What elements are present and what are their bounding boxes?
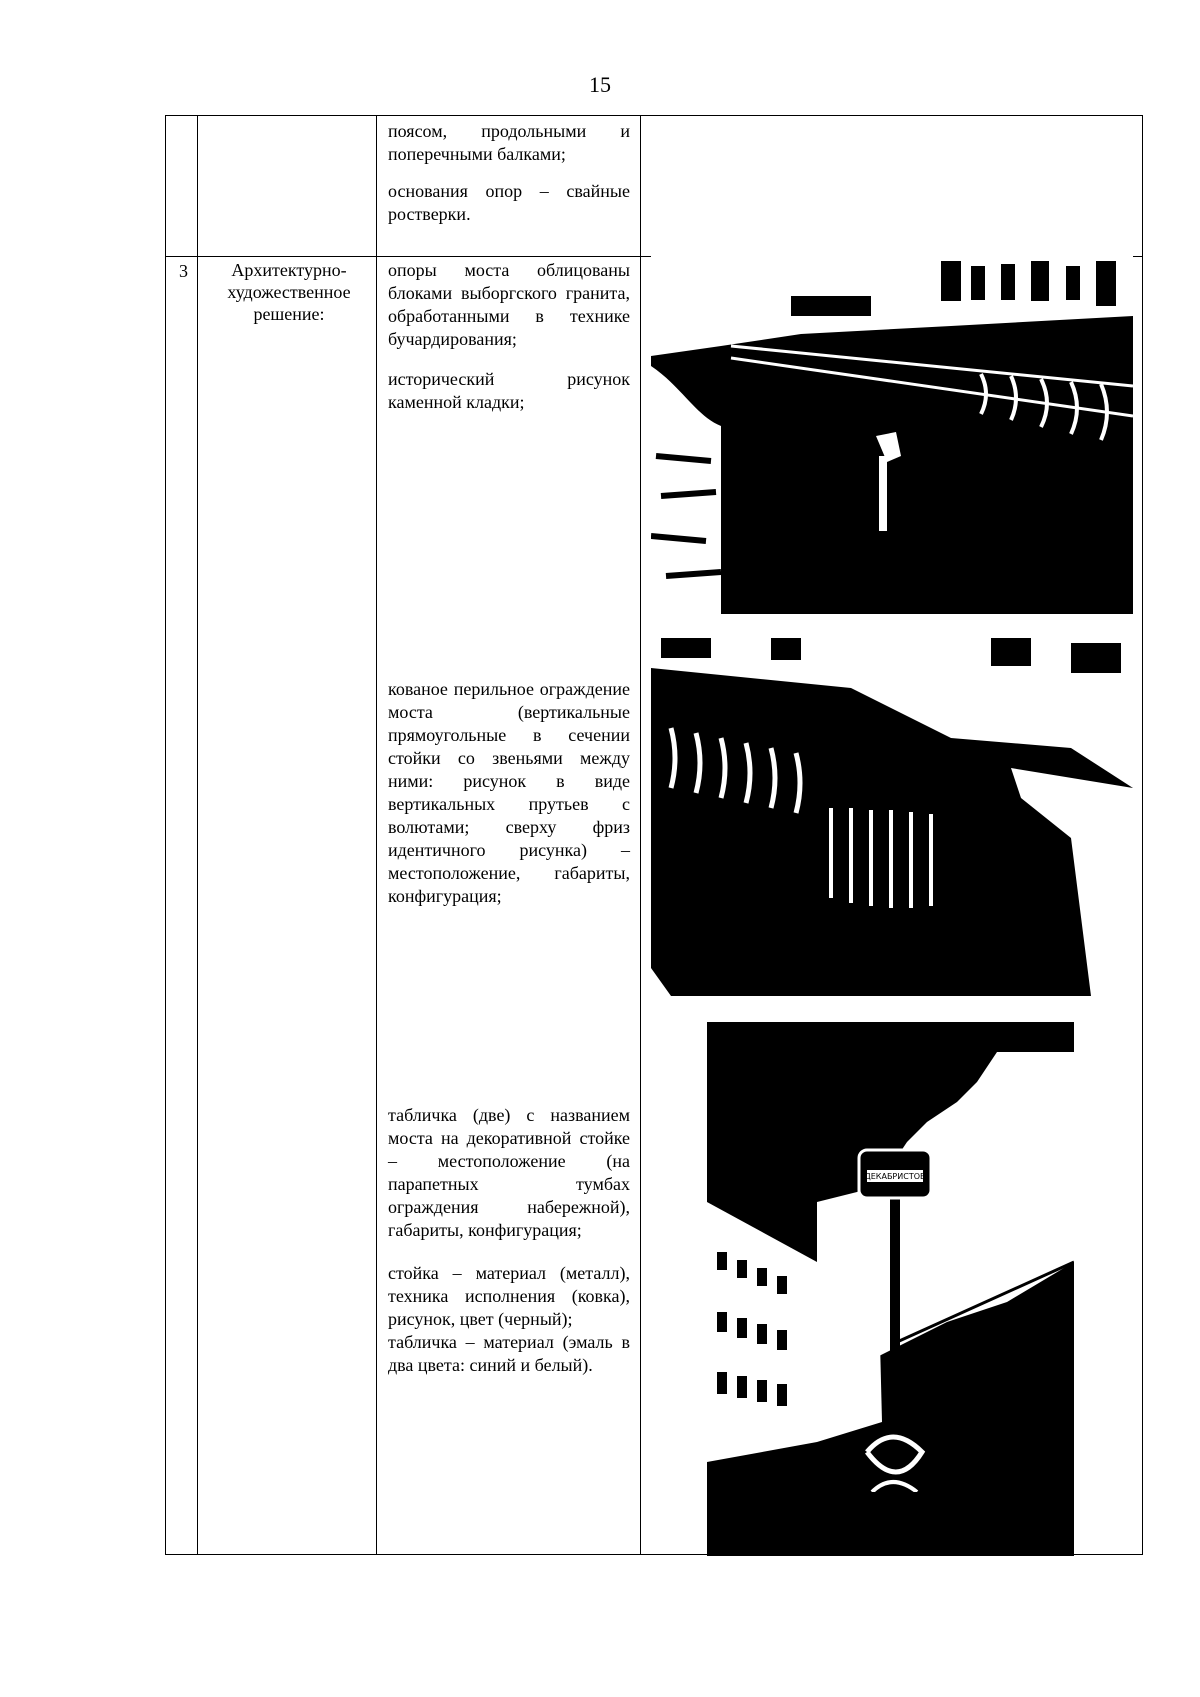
photo-bridge-pier xyxy=(651,256,1133,614)
description-paragraph: основания опор – свайные ростверки. xyxy=(388,181,630,224)
item-text: кованое перильное ограждение моста (вертикальные прямоугольные в сечении стойки со звеньями между ними: рисунок в виде вертикальных прутьев с волютами; сверху фриз идентичного рисунка) – местоположение, габариты, конфигурация; xyxy=(388,679,630,906)
item-text: табличка – материал (эмаль в два цвета: синий и белый). xyxy=(388,1332,630,1375)
page-number: 15 xyxy=(589,72,611,97)
attributes-table xyxy=(165,115,1143,1555)
column-divider xyxy=(376,116,377,1554)
item-text: опоры моста облицованы блоками выборгского гранита, обработанными в технике бучардирования; xyxy=(388,260,630,349)
item-text: стойка – материал (металл), техника исполнения (ковка), рисунок, цвет (черный); xyxy=(388,1263,630,1329)
item-railing xyxy=(388,678,630,908)
section-name: Архитектурно-художественное решение: xyxy=(227,260,351,324)
description-paragraph: поясом, продольными и поперечными балками; xyxy=(388,121,630,164)
column-divider xyxy=(197,116,198,1554)
column-divider xyxy=(640,116,641,1554)
item-masonry xyxy=(388,368,630,414)
item-granite xyxy=(388,259,630,351)
item-post xyxy=(388,1262,630,1377)
bridge-sign-label: ДЕКАБРИСТОВ xyxy=(864,1172,926,1181)
photo-bridge-sign-image xyxy=(707,1022,1074,1556)
item-text: табличка (две) с названием моста на декоративной стойке – местоположение (на парапетных тумбах ограждения набережной), габариты, конфигурация; xyxy=(388,1105,630,1240)
item-sign xyxy=(388,1104,630,1242)
photo-bridge-pier-image xyxy=(651,256,1133,614)
item-text: исторический рисунок каменной кладки; xyxy=(388,369,630,412)
continued-description xyxy=(388,120,630,226)
photo-bridge-sign xyxy=(707,1022,1074,1556)
photo-railing-image xyxy=(651,638,1133,996)
row-number: 3 xyxy=(179,261,188,281)
photo-railing xyxy=(651,638,1133,996)
